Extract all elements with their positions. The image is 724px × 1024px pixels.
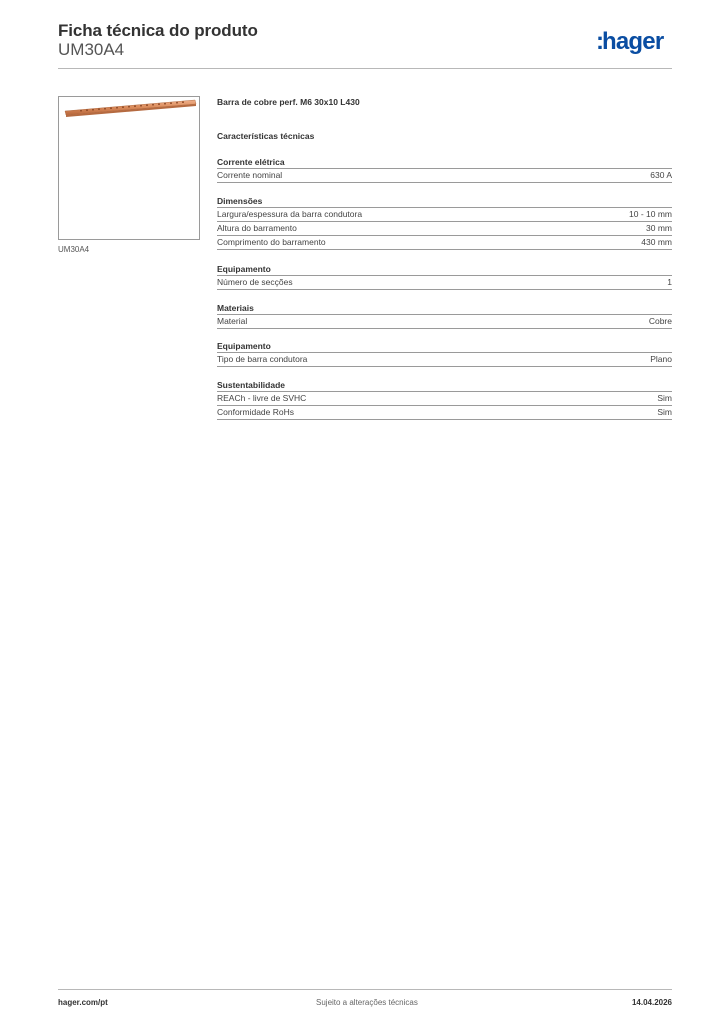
spec-group-materials: [217, 302, 672, 329]
spec-group-electric-current: [217, 156, 672, 183]
spec-group-equipment: [217, 263, 672, 290]
spec-label: Material: [217, 316, 248, 326]
group-title: Equipamento: [217, 341, 271, 351]
product-description: Barra de cobre perf. M6 30x10 L430: [217, 97, 360, 107]
spec-label: Largura/espessura da barra condutora: [217, 209, 363, 219]
footer-date: 14.04.2026: [631, 998, 672, 1007]
spec-label: REACh - livre de SVHC: [217, 393, 307, 403]
footer-website-link[interactable]: hager.com/pt: [58, 998, 108, 1007]
spec-group-equipment-2: [217, 340, 672, 367]
spec-label: Altura do barramento: [217, 223, 297, 233]
spec-value: 10 - 10 mm: [629, 209, 672, 219]
hager-logo: [596, 28, 663, 56]
spec-group-sustainability: [217, 379, 672, 420]
product-reference: UM30A4: [58, 40, 125, 59]
group-title: Dimensões: [217, 196, 263, 206]
spec-group-dimensions: [217, 195, 672, 250]
spec-row: [217, 353, 672, 367]
spec-value: 430 mm: [641, 237, 672, 247]
product-image-frame: [58, 96, 200, 240]
spec-value: 630 A: [650, 170, 672, 180]
logo-text: hager: [602, 28, 664, 55]
spec-row: [217, 315, 672, 329]
spec-value: 30 mm: [646, 223, 672, 233]
copper-busbar-image: [59, 97, 199, 239]
spec-label: Comprimento do barramento: [217, 237, 326, 247]
footer-notice: Sujeito a alterações técnicas: [316, 998, 418, 1007]
product-image-caption: UM30A4: [58, 245, 90, 254]
group-title: Corrente elétrica: [217, 157, 285, 167]
spec-label: Tipo de barra condutora: [217, 354, 308, 364]
page-title: Ficha técnica do produto: [58, 21, 258, 40]
spec-row: [217, 169, 672, 183]
group-title: Materiais: [217, 303, 254, 313]
spec-value: Sim: [657, 407, 672, 417]
spec-label: Corrente nominal: [217, 170, 283, 180]
section-title: Características técnicas: [217, 131, 315, 141]
spec-row: [217, 236, 672, 250]
logo-prefix: :: [596, 28, 602, 55]
spec-value: Sim: [657, 393, 672, 403]
group-title: Equipamento: [217, 264, 271, 274]
header-divider: [58, 68, 672, 69]
footer-divider: [58, 989, 672, 990]
spec-label: Número de secções: [217, 277, 293, 287]
spec-value: Plano: [650, 354, 672, 364]
group-title: Sustentabilidade: [217, 380, 286, 390]
spec-row: [217, 222, 672, 236]
spec-row: [217, 392, 672, 406]
spec-value: 1: [667, 277, 672, 287]
spec-row: [217, 208, 672, 222]
spec-row: [217, 276, 672, 290]
spec-label: Conformidade RoHs: [217, 407, 295, 417]
spec-value: Cobre: [648, 316, 672, 326]
spec-row: [217, 406, 672, 420]
